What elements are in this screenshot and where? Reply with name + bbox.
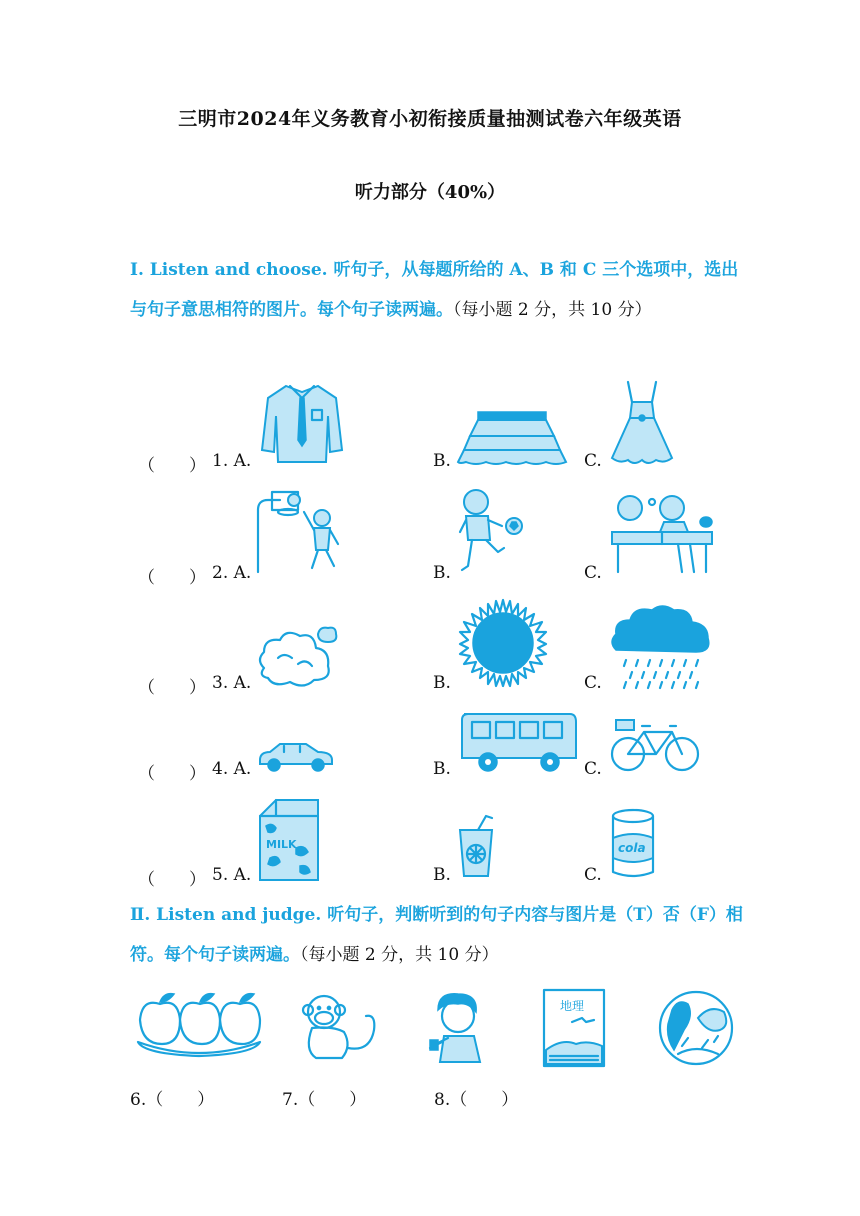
skirt-picture: [456, 410, 568, 466]
section2-heading: Ⅱ. Listen and judge.: [130, 905, 322, 925]
answer-blank[interactable]: （ ）: [138, 870, 206, 890]
option-b-label: B.: [433, 865, 451, 885]
page-title: 三明市2024年义务教育小初衔接质量抽测试卷六年级英语: [178, 108, 682, 130]
car-picture: [256, 738, 336, 774]
section2-score: （每小题 2 分，共 10 分）: [300, 945, 499, 965]
option-b-label: B.: [433, 563, 451, 583]
section1-heading: Ⅰ. Listen and choose.: [130, 260, 328, 280]
answer-blank[interactable]: （ ）: [138, 568, 206, 588]
rainy-picture: [608, 602, 714, 690]
cola-can-picture: [610, 808, 656, 880]
monkey-picture: [298, 990, 382, 1062]
option-c-label: C.: [584, 865, 602, 885]
judge-answer-7[interactable]: 7.（ ）: [282, 1090, 367, 1110]
section2-instructions: [130, 895, 745, 975]
apples-picture: [134, 990, 264, 1060]
section1-instructions: [130, 250, 740, 330]
option-c-label: C.: [584, 451, 602, 471]
cola-label: cola: [618, 841, 646, 855]
bicycle-picture: [608, 712, 702, 774]
option-c-label: C.: [584, 563, 602, 583]
dress-picture: [608, 378, 676, 468]
option-b-label: B.: [433, 451, 451, 471]
orange-juice-picture: [456, 812, 496, 880]
judge-answer-8[interactable]: 8.（ ）: [434, 1090, 519, 1110]
option-a-label: 5. A.: [212, 865, 252, 885]
option-a-label: 2. A.: [212, 563, 252, 583]
option-a-label: 4. A.: [212, 759, 252, 779]
option-b-label: B.: [433, 759, 451, 779]
section1-text: 听句子，从每题所给的 A、B 和 C 三个选项中，选出与句子意思相符的图片。每个句子读两遍。: [130, 260, 739, 320]
option-a-label: 1. A.: [212, 451, 252, 471]
milk-carton-picture: [256, 796, 322, 882]
geography-book-picture: [542, 988, 606, 1068]
answer-blank[interactable]: （ ）: [138, 456, 206, 476]
answer-blank[interactable]: （ ）: [138, 764, 206, 784]
milk-label: MILK: [266, 838, 297, 851]
boy-eating-picture: [426, 990, 494, 1064]
bus-picture: [458, 710, 580, 774]
shirt-picture: [256, 380, 348, 466]
section-subtitle: 听力部分（40%）: [354, 182, 506, 203]
section1-score: （每小题 2 分，共 10 分）: [453, 300, 652, 320]
book-title: 地理: [560, 999, 585, 1013]
nature-scene-picture: [658, 990, 734, 1066]
judge-answer-6[interactable]: 6.（ ）: [130, 1090, 215, 1110]
option-c-label: C.: [584, 673, 602, 693]
ping-pong-picture: [608, 492, 716, 578]
answer-blank[interactable]: （ ）: [138, 678, 206, 698]
option-b-label: B.: [433, 673, 451, 693]
option-a-label: 3. A.: [212, 673, 252, 693]
option-c-label: C.: [584, 759, 602, 779]
section2-text: 听句子，判断听到的句子内容与图片是（T）否（F）相符。每个句子读两遍。: [130, 905, 743, 965]
sunny-picture: [458, 598, 548, 688]
football-picture: [458, 488, 526, 574]
cloudy-picture: [254, 624, 340, 692]
basketball-picture: [254, 488, 346, 574]
